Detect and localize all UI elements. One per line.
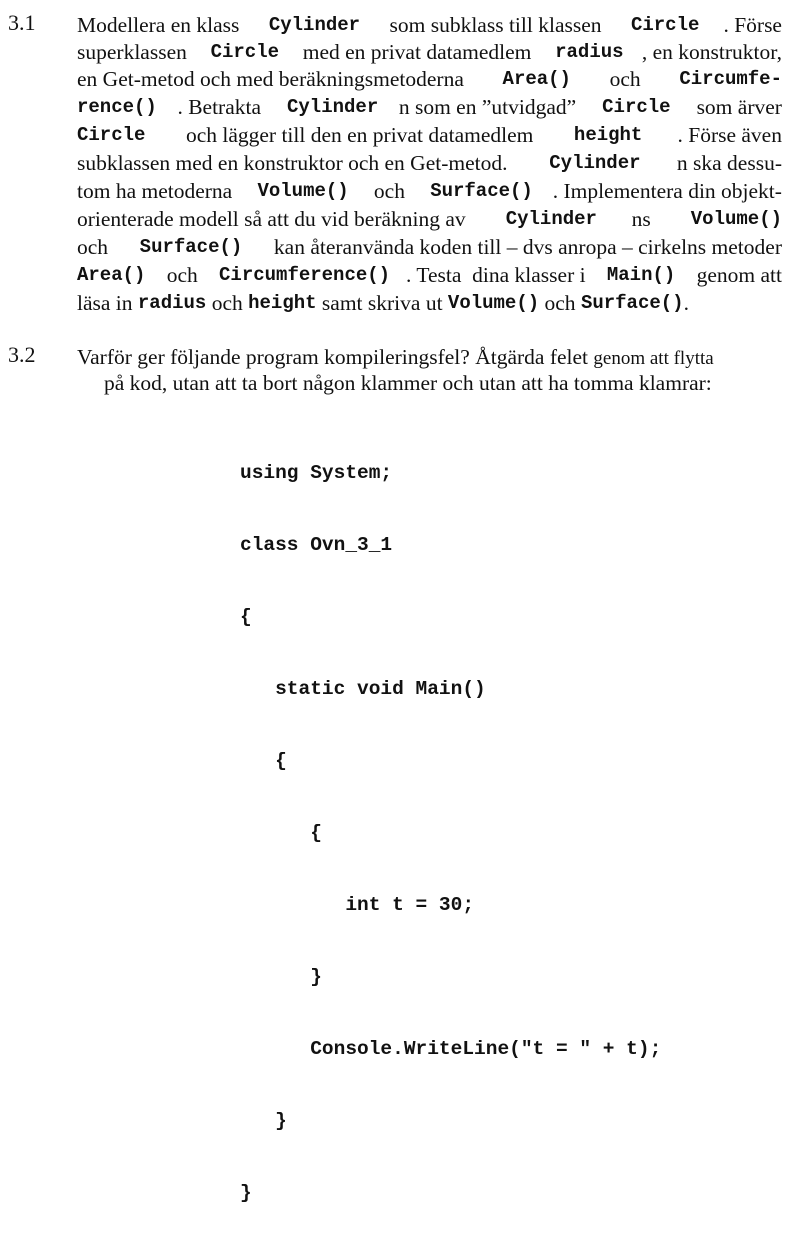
code-line: {	[240, 822, 322, 844]
code-term: Surface()	[580, 292, 684, 314]
text: och	[604, 67, 647, 91]
text: på kod, utan att ta bort någon klammer och utan att ha tomma klamrar:	[104, 371, 712, 395]
text: kan återanvända koden till – dvs anropa – cirkelns metoder	[268, 235, 782, 259]
text: Varför ger följande program kompileringsfel? Åtgärda felet	[77, 345, 594, 369]
code-term: Cylinder	[549, 152, 641, 174]
text: och	[368, 179, 411, 203]
code-term: height	[248, 292, 317, 314]
text: tom ha metoderna	[77, 179, 238, 203]
code-line: class Ovn_3_1	[240, 534, 393, 556]
code-term: Cylinder	[287, 96, 379, 118]
text: .	[683, 291, 689, 315]
text: , en konstruktor,	[641, 40, 782, 64]
text-line	[77, 288, 782, 318]
code-line: }	[240, 966, 322, 988]
exercise-number: 3.2	[8, 342, 36, 367]
text-line	[77, 64, 782, 94]
text-line	[77, 232, 782, 262]
code-term: Volume()	[257, 180, 349, 202]
code-line: static void Main()	[240, 678, 486, 700]
text: genom att flytta	[593, 348, 714, 369]
code-term: Surface()	[139, 236, 243, 258]
text-line	[77, 92, 782, 122]
text: ns	[631, 207, 657, 231]
text: med en privat datamedlem	[297, 40, 537, 64]
text-line	[77, 37, 782, 67]
text: . Betrakta	[177, 95, 267, 119]
code-term: Volume()	[690, 208, 782, 230]
code-term: Circle	[602, 96, 671, 118]
text: genom att	[691, 263, 782, 287]
code-term: Circle	[210, 41, 280, 63]
code-term: Cylinder	[505, 208, 597, 230]
text-line	[77, 176, 782, 206]
code-term: height	[573, 124, 643, 146]
code-line: int t = 30;	[240, 894, 475, 916]
exercise-number: 3.1	[8, 10, 36, 35]
code-term: Area()	[502, 68, 571, 90]
code-line: {	[240, 750, 287, 772]
text: och	[161, 263, 204, 287]
text-line	[77, 204, 782, 234]
text: n ska dessu-	[676, 151, 782, 175]
code-line: }	[240, 1110, 287, 1132]
code-term: Area()	[77, 264, 146, 286]
code-term: Main()	[606, 264, 676, 286]
text: som subklass till klassen	[384, 13, 607, 37]
text-line	[77, 10, 782, 40]
text: subklassen med en konstruktor och en Get-metod.	[77, 151, 513, 175]
text: . Förse även	[677, 123, 782, 147]
code-term: rence()	[77, 96, 157, 118]
text-line	[77, 260, 782, 290]
text: som ärver	[691, 95, 782, 119]
code-term: Circumfe-	[679, 68, 782, 90]
code-term: Volume()	[447, 292, 540, 314]
text: superklassen	[77, 40, 193, 64]
text: en Get-metod och med beräkningsmetoderna	[77, 67, 470, 91]
text: n som en ”utvidgad”	[398, 95, 582, 119]
text: . Implementera din objekt-	[552, 179, 782, 203]
code-term: Circumference()	[219, 264, 391, 286]
text: läsa in	[77, 291, 138, 315]
text: . Testa dina klasser i	[405, 263, 591, 287]
text: och	[539, 291, 581, 315]
code-line: {	[240, 606, 252, 628]
code-term: radius	[555, 41, 624, 63]
code-line: using System;	[240, 462, 393, 484]
code-line: Console.WriteLine("t = " + t);	[240, 1038, 662, 1060]
text: orienterade modell så att du vid beräkning av	[77, 207, 472, 231]
text: . Förse	[723, 13, 782, 37]
code-line: }	[240, 1182, 252, 1204]
code-listing	[240, 413, 661, 1253]
code-term: Circle	[630, 14, 700, 36]
text-line	[77, 148, 782, 178]
code-term: Cylinder	[268, 14, 361, 36]
code-term: Circle	[77, 124, 146, 146]
code-term: radius	[137, 292, 207, 314]
text-line	[104, 368, 782, 398]
text: samt skriva ut	[316, 291, 448, 315]
text: och	[77, 235, 114, 259]
text: Modellera en klass	[77, 13, 245, 37]
text: och lägger till den en privat datamedlem	[180, 123, 539, 147]
text: och	[206, 291, 249, 315]
text-line	[77, 120, 782, 150]
code-term: Surface()	[430, 180, 533, 202]
